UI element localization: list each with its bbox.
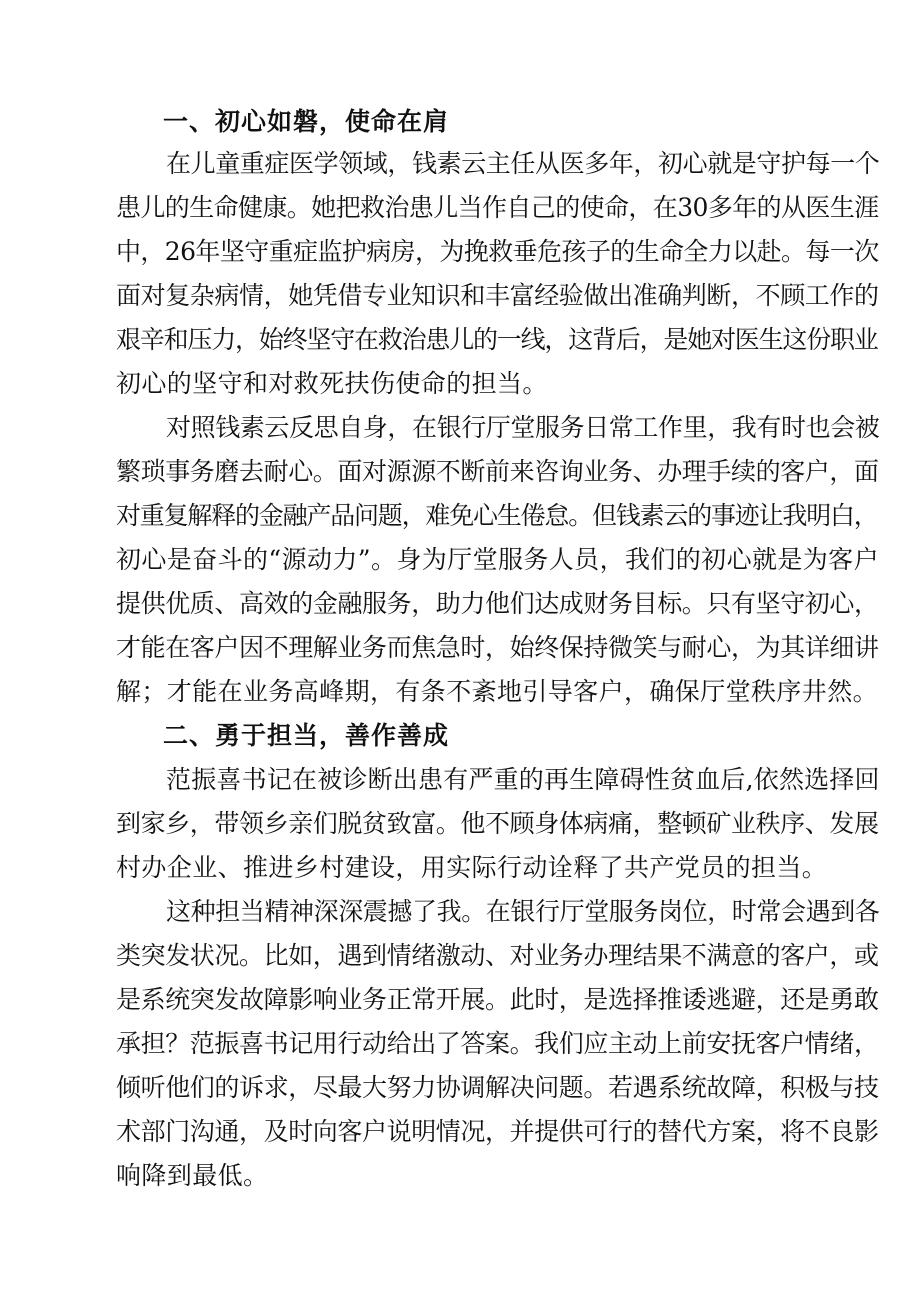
paragraph-line: 初心是奋斗的“源动力”。身为厅堂服务人员，我们的初心就是为客户	[116, 545, 879, 574]
paragraph-line: 中，26年坚守重症监护病房，为挽救垂危孩子的生命全力以赴。每一次	[116, 237, 879, 266]
paragraph-line: 这种担当精神深深震撼了我。在银行厅堂服务岗位，时常会遇到各	[166, 897, 880, 926]
section-heading: 二、勇于担当，善作善成	[163, 721, 450, 750]
paragraph-line: 初心的坚守和对救死扶伤使命的担当。	[116, 369, 548, 398]
paragraph-line: 繁琐事务磨去耐心。面对源源不断前来咨询业务、办理手续的客户，面	[116, 457, 879, 486]
paragraph-line: 范振喜书记在被诊断出患有严重的再生障碍性贫血后,依然选择回	[166, 765, 880, 794]
section-heading: 一、初心如磐，使命在肩	[163, 107, 450, 136]
paragraph-line: 倾听他们的诉求，尽最大努力协调解决问题。若遇系统故障，积极与技	[116, 1073, 879, 1102]
paragraph-line: 响降到最低。	[116, 1161, 269, 1190]
paragraph-line: 村办企业、推进乡村建设，用实际行动诠释了共产党员的担当。	[116, 853, 828, 882]
paragraph-line: 对重复解释的金融产品问题，难免心生倦怠。但钱素云的事迹让我明白，	[116, 501, 878, 530]
paragraph-line: 在儿童重症医学领域，钱素云主任从医多年，初心就是守护每一个	[166, 149, 880, 178]
paragraph-line: 承担？范振喜书记用行动给出了答案。我们应主动上前安抚客户情绪，	[116, 1029, 879, 1058]
paragraph-line: 解；才能在业务高峰期，有条不紊地引导客户，确保厅堂秩序井然。	[116, 677, 879, 706]
paragraph-line: 术部门沟通，及时向客户说明情况，并提供可行的替代方案，将不良影	[116, 1117, 879, 1146]
paragraph-line: 提供优质、高效的金融服务，助力他们达成财务目标。只有坚守初心，	[116, 589, 879, 618]
paragraph-line: 患儿的生命健康。她把救治患儿当作自己的使命，在30多年的从医生涯	[116, 193, 879, 222]
paragraph-line: 对照钱素云反思自身，在银行厅堂服务日常工作里，我有时也会被	[166, 413, 880, 442]
paragraph-line: 面对复杂病情，她凭借专业知识和丰富经验做出准确判断，不顾工作的	[116, 281, 879, 310]
paragraph-line: 类突发状况。比如，遇到情绪激动、对业务办理结果不满意的客户，或	[116, 941, 879, 970]
paragraph-line: 是系统突发故障影响业务正常开展。此时，是选择推诿逃避，还是勇敢	[116, 985, 879, 1014]
paragraph-line: 到家乡，带领乡亲们脱贫致富。他不顾身体病痛，整顿矿业秩序、发展	[116, 809, 879, 838]
paragraph-line: 才能在客户因不理解业务而焦急时，始终保持微笑与耐心，为其详细讲	[116, 633, 879, 662]
paragraph-line: 艰辛和压力，始终坚守在救治患儿的一线，这背后，是她对医生这份职业	[116, 325, 878, 354]
